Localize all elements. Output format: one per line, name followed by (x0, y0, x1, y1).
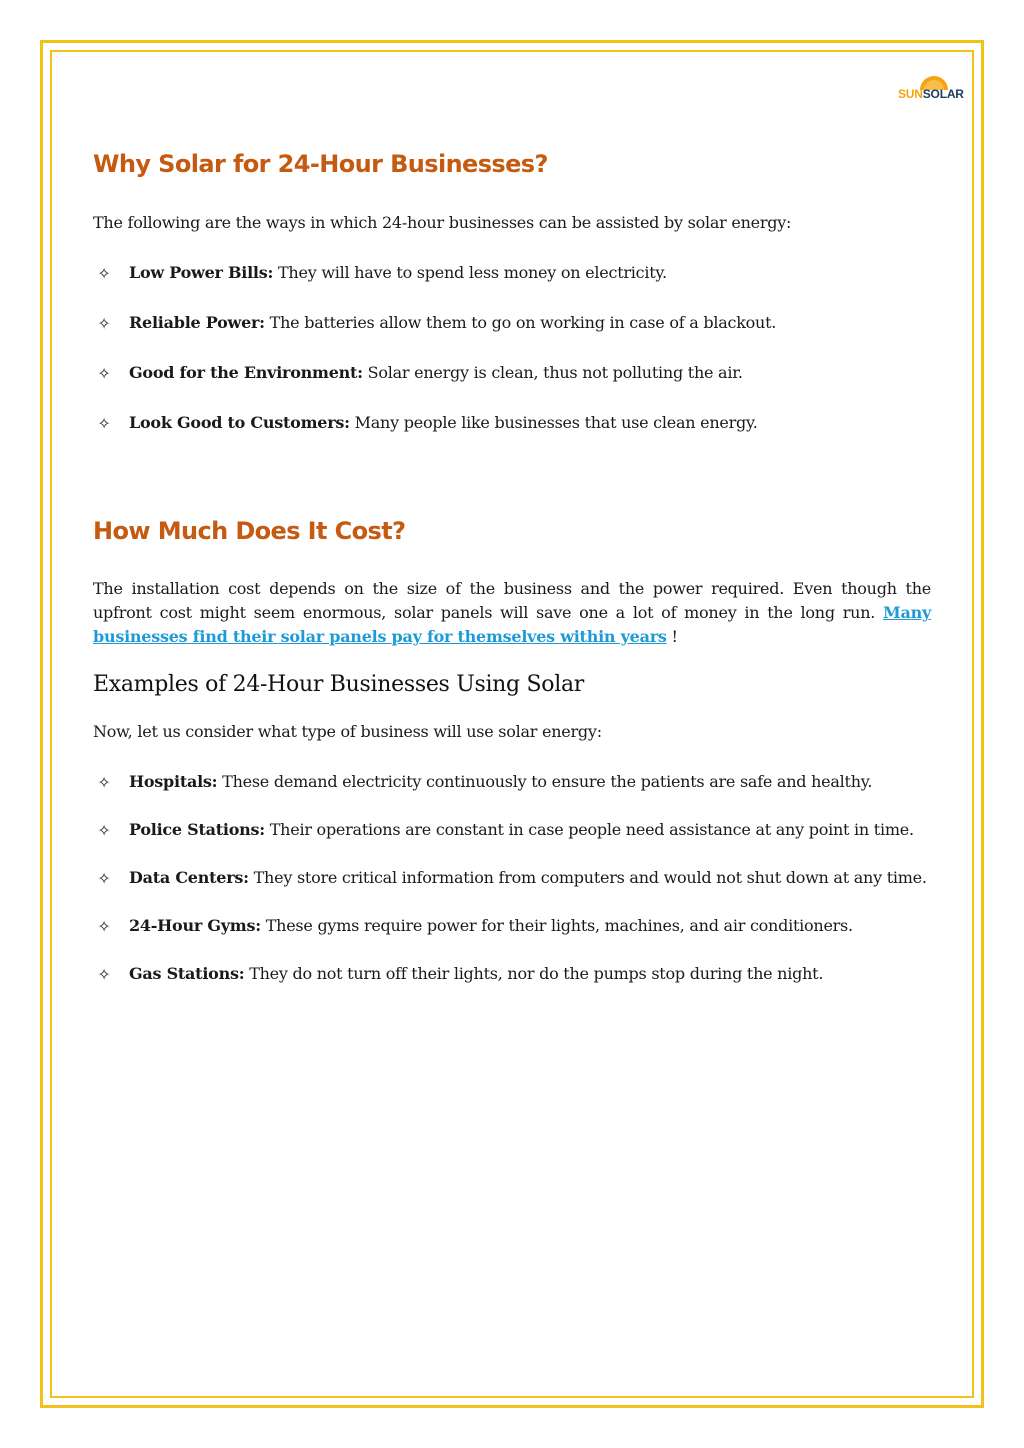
item-text: They will have to spend less money on electricity. (273, 263, 667, 282)
item-text: These demand electricity continuously to ensure the patients are safe and healthy. (217, 772, 873, 791)
item-title: Data Centers: (129, 868, 249, 887)
list-item (93, 962, 931, 986)
benefits-list (93, 261, 931, 435)
solar-payback-link[interactable]: Many businesses find their solar panels pay for themselves within years (93, 603, 931, 646)
business-examples-list (93, 770, 931, 986)
section-intro: The following are the ways in which 24-hour businesses can be assisted by solar energy: (93, 213, 792, 232)
section-heading-cost: How Much Does It Cost? (93, 517, 406, 545)
four-pointed-star-icon: ✧ (97, 869, 111, 888)
four-pointed-star-icon: ✧ (97, 314, 111, 333)
item-title: Gas Stations: (129, 964, 245, 983)
section-intro: Now, let us consider what type of business will use solar energy: (93, 722, 602, 741)
list-item (93, 311, 931, 335)
cost-paragraph (93, 577, 931, 649)
item-text: The batteries allow them to go on working in case of a blackout. (264, 313, 777, 332)
four-pointed-star-icon: ✧ (97, 414, 111, 433)
section-heading-why-solar: Why Solar for 24-Hour Businesses? (93, 150, 548, 178)
list-item (93, 866, 931, 890)
four-pointed-star-icon: ✧ (97, 821, 111, 840)
item-title: Police Stations: (129, 820, 265, 839)
four-pointed-star-icon: ✧ (97, 917, 111, 936)
four-pointed-star-icon: ✧ (97, 773, 111, 792)
logo-solar-text: SOLAR (922, 87, 964, 101)
sunsolar-logo (898, 70, 968, 116)
item-text: Their operations are constant in case people need assistance at any point in time. (264, 820, 914, 839)
item-title: Look Good to Customers: (129, 413, 350, 432)
list-item (93, 261, 931, 285)
four-pointed-star-icon: ✧ (97, 364, 111, 383)
item-text: These gyms require power for their lights, machines, and air conditioners. (260, 916, 853, 935)
item-title: Low Power Bills: (129, 263, 274, 282)
logo-sun-text: SUN (898, 87, 923, 101)
list-item (93, 914, 931, 938)
list-item (93, 770, 931, 794)
item-title: Good for the Environment: (129, 363, 363, 382)
section-heading-examples: Examples of 24-Hour Businesses Using Solar (93, 672, 585, 697)
item-title: Reliable Power: (129, 313, 265, 332)
link-trailing-text: ! (666, 627, 678, 646)
item-title: Hospitals: (129, 772, 218, 791)
cost-body: The installation cost depends on the size of the business and the power required. Even though the upfront cost might seem enormous, solar panels will save one a lot of money in the long run. (93, 579, 931, 622)
list-item (93, 818, 931, 842)
item-text: They store critical information from computers and would not shut down at any time. (248, 868, 927, 887)
list-item (93, 411, 931, 435)
four-pointed-star-icon: ✧ (97, 965, 111, 984)
item-text: Solar energy is clean, thus not polluting the air. (362, 363, 743, 382)
item-title: 24-Hour Gyms: (129, 916, 261, 935)
four-pointed-star-icon: ✧ (97, 264, 111, 283)
document-content (93, 144, 931, 986)
list-item (93, 361, 931, 385)
item-text: Many people like businesses that use clean energy. (349, 413, 758, 432)
item-text: They do not turn off their lights, nor do the pumps stop during the night. (244, 964, 824, 983)
